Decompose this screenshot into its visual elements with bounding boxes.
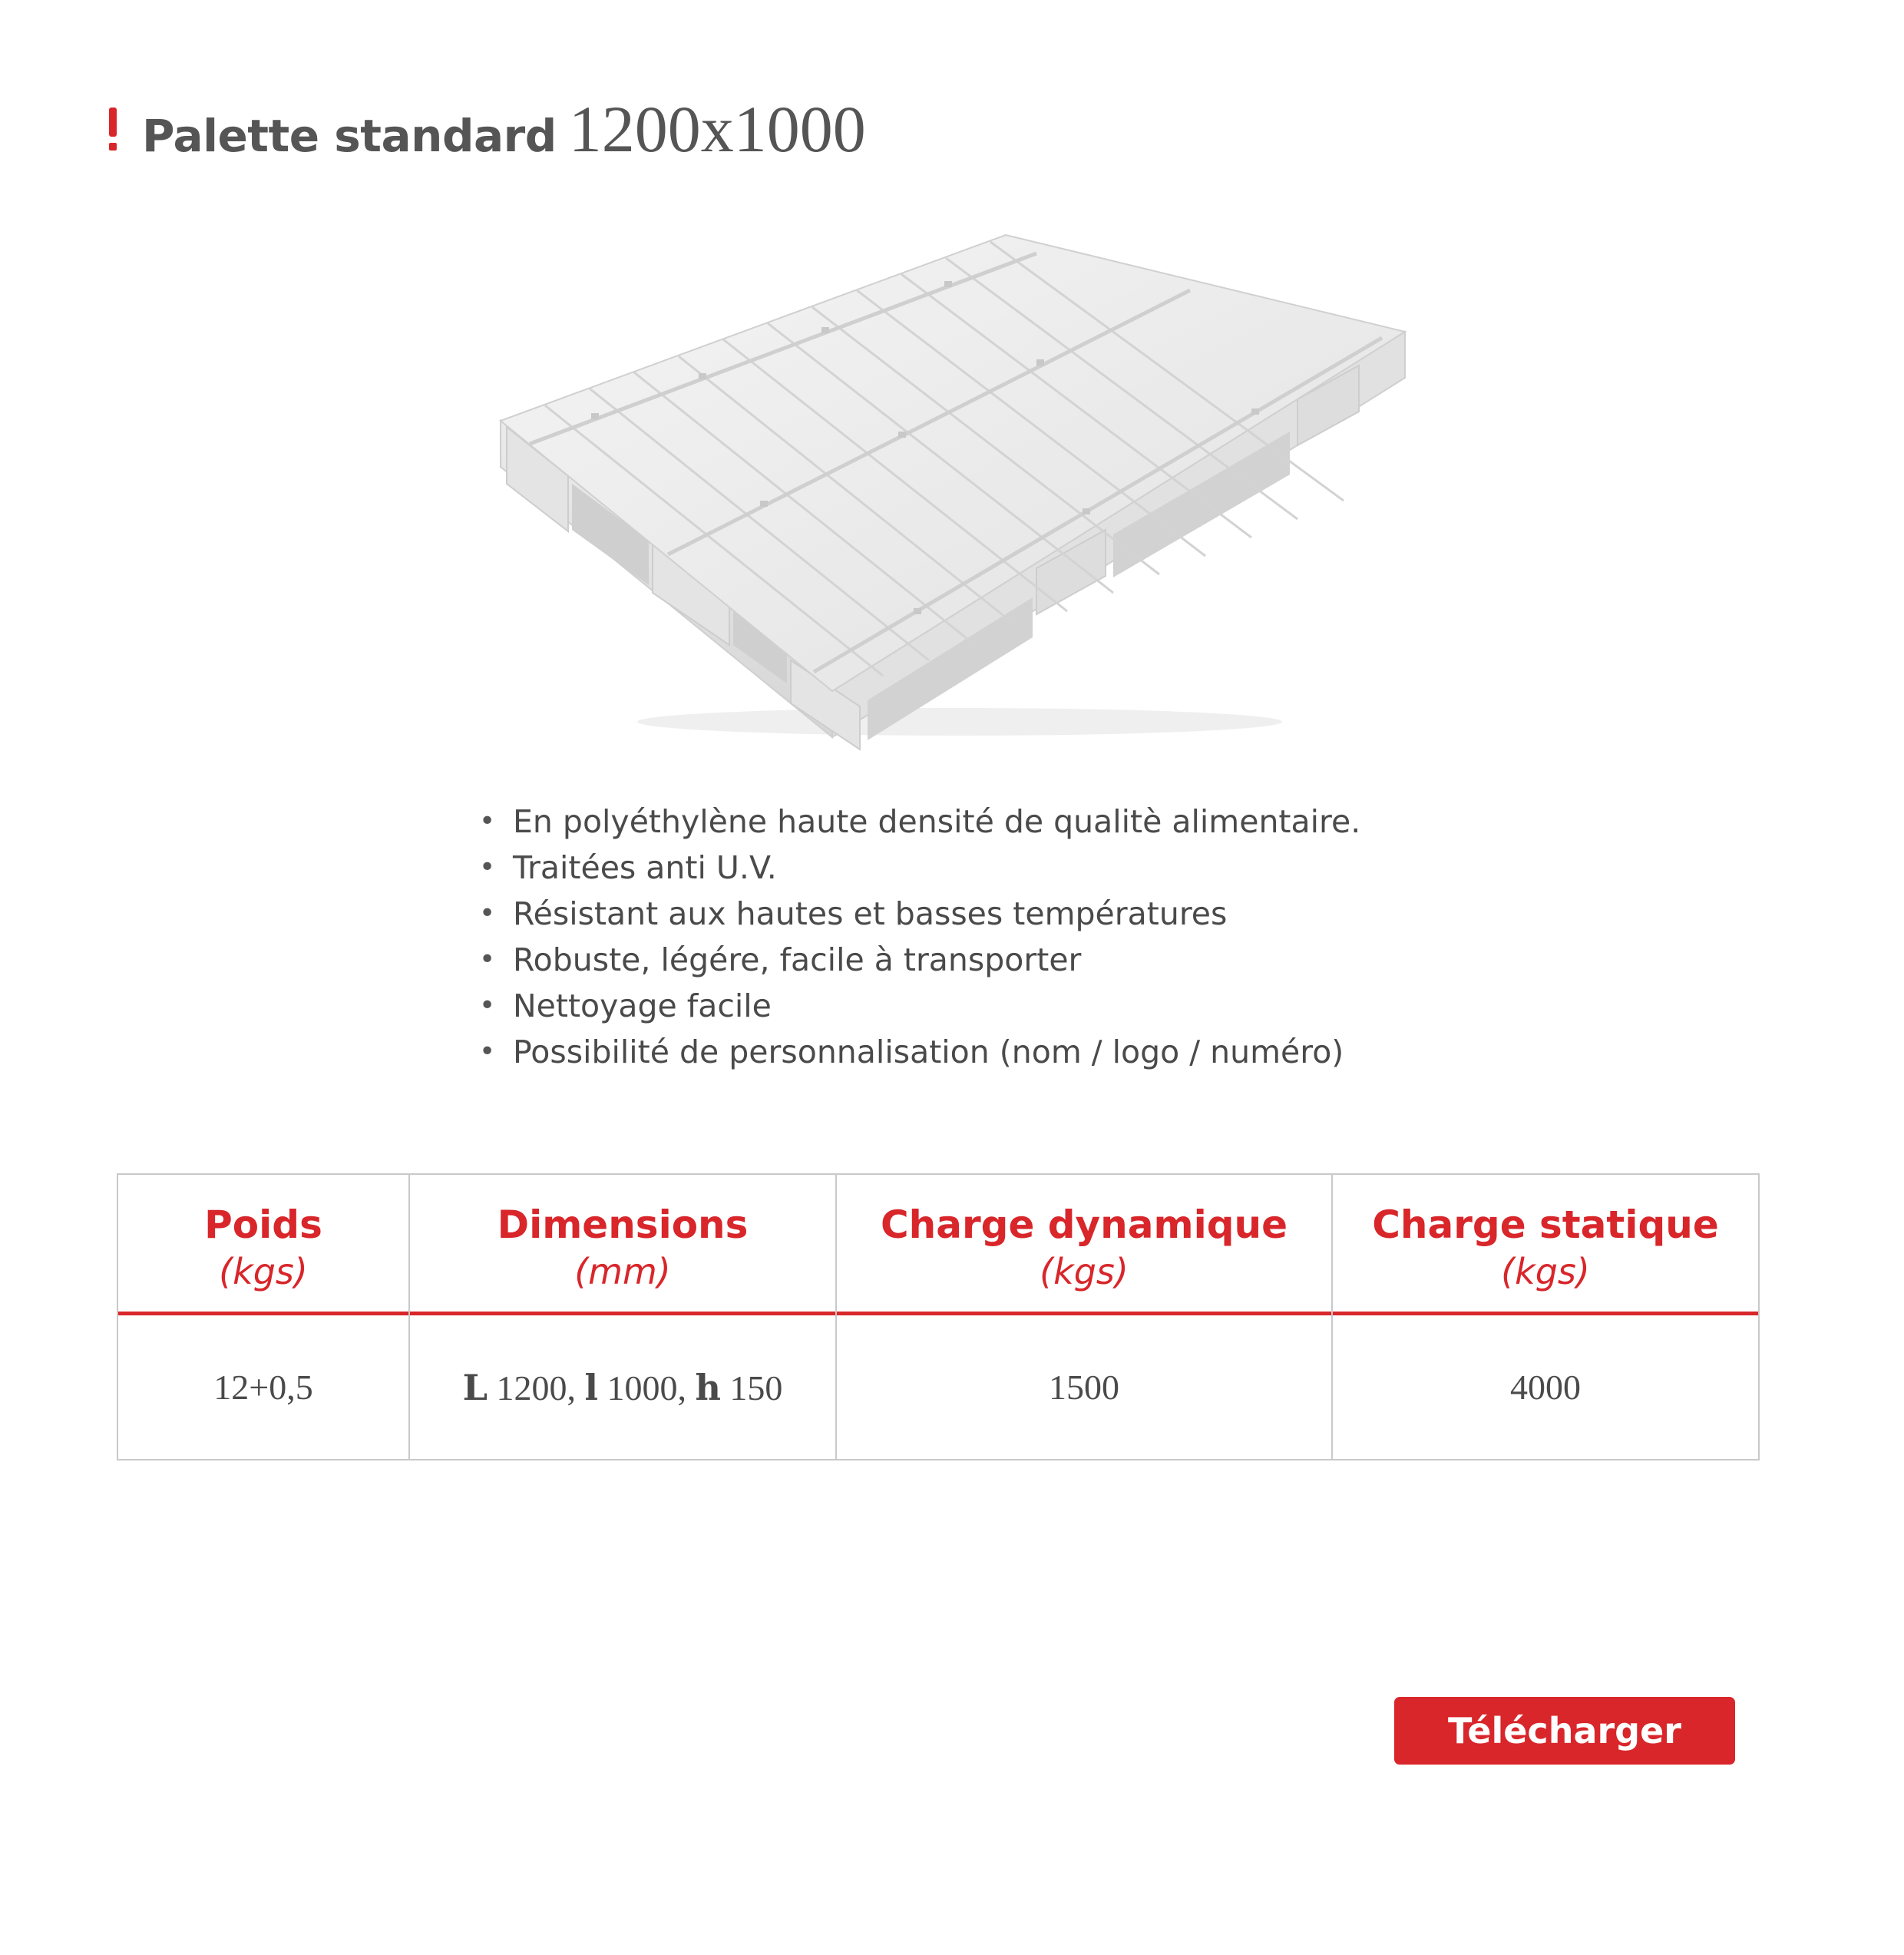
cell-poids: 12+0,5 [213, 1368, 313, 1407]
header-poids: Poids (kgs) [204, 1202, 322, 1292]
page-title [142, 91, 866, 167]
cell-charge-statique: 4000 [1510, 1368, 1581, 1407]
bullet-icon: • [479, 898, 496, 929]
title-main: Palette standard [142, 110, 557, 162]
bullet-icon: • [479, 1036, 496, 1067]
feature-item: • Résistant aux hautes et basses températures [476, 891, 1360, 937]
header-charge-dynamique: Charge dynamique (kgs) [880, 1202, 1288, 1292]
header-charge-statique: Charge statique (kgs) [1372, 1202, 1719, 1292]
feature-list [476, 799, 1360, 1075]
bullet-icon: • [479, 805, 496, 837]
col-charge-statique [1331, 1175, 1758, 1459]
col-poids [118, 1175, 408, 1459]
header-dimensions: Dimensions (mm) [497, 1202, 749, 1292]
bullet-icon: • [479, 944, 496, 975]
title-size: 1200x1000 [568, 92, 866, 166]
spec-table [117, 1173, 1760, 1460]
cell-charge-dynamique: 1500 [1049, 1368, 1119, 1407]
title-accent-mark [109, 108, 117, 149]
download-button[interactable]: Télécharger [1394, 1697, 1735, 1765]
cell-dimensions: L 1200, l 1000, h 150 [462, 1367, 783, 1408]
feature-item: • Robuste, légére, facile à transporter [476, 937, 1360, 983]
bullet-icon: • [479, 990, 496, 1021]
feature-item: • En polyéthylène haute densité de qualitè alimentaire. [476, 799, 1360, 845]
col-dimensions [408, 1175, 835, 1459]
feature-item: • Traitées anti U.V. [476, 845, 1360, 891]
feature-item: • Possibilité de personnalisation (nom / logo / numéro) [476, 1029, 1360, 1075]
bullet-icon: • [479, 852, 496, 883]
feature-item: • Nettoyage facile [476, 983, 1360, 1029]
col-charge-dynamique [835, 1175, 1331, 1459]
pallet-image [499, 230, 1420, 753]
